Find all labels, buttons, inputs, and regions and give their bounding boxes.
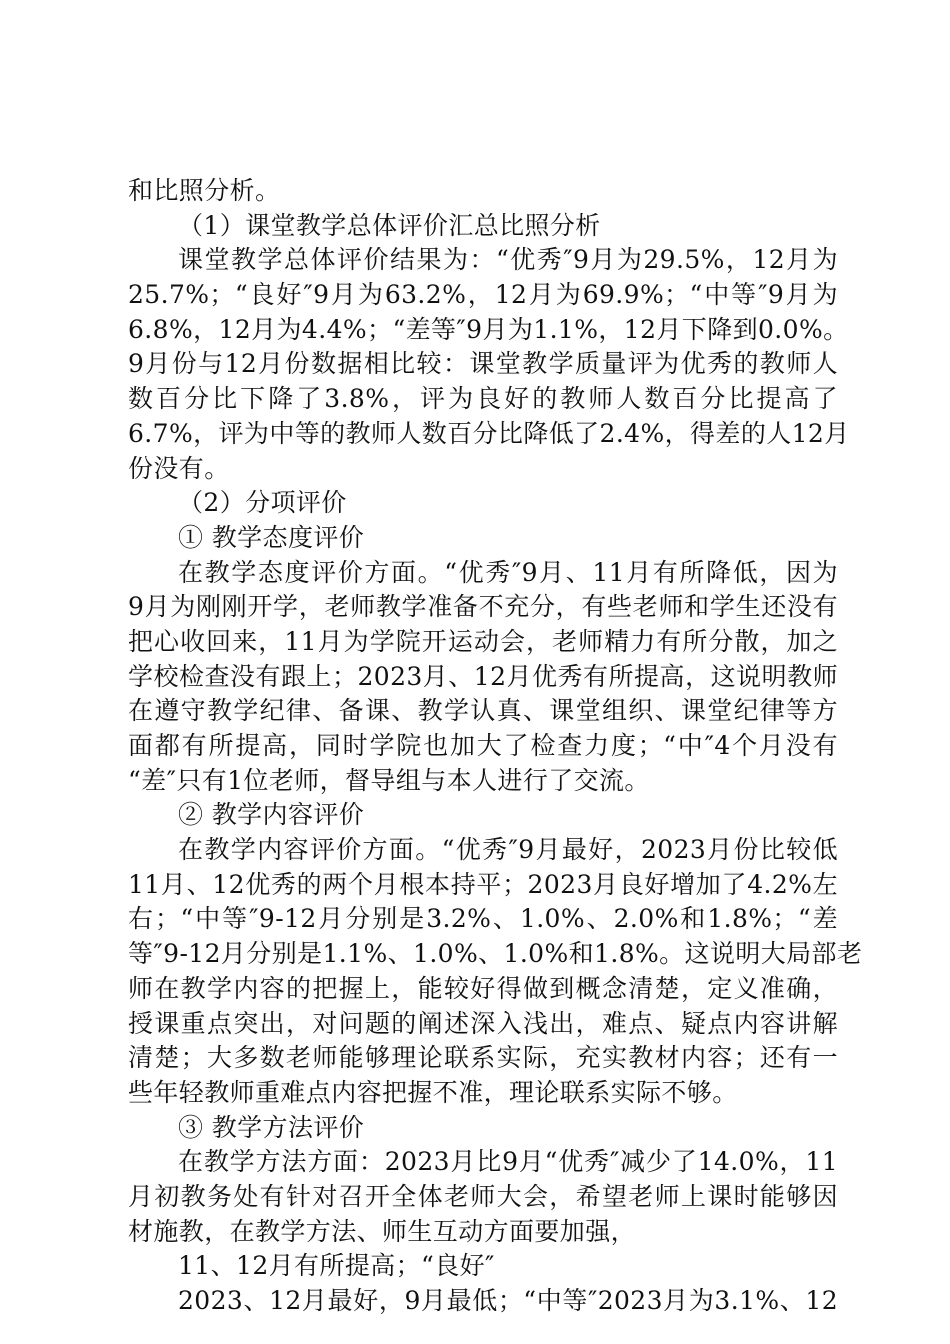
text-line: 数百分比下降了3.8%，评为良好的教师人数百分比提高了 — [128, 384, 838, 414]
subsection-heading-attitude: ① 教学态度评价 — [178, 522, 365, 552]
text-line: 11、12月有所提高；“良好″ — [178, 1251, 495, 1281]
text-line: 6.8%，12月为4.4%；“差等″9月为1.1%，12月下降到0.0%。 — [128, 314, 849, 344]
text-line: 2023、12月最好，9月最低；“中等″2023月为3.1%、12 — [178, 1286, 838, 1315]
text-line: 25.7%；“良好″9月为63.2%，12月为69.9%；“中等″9月为 — [128, 280, 838, 310]
text-line: 师在教学内容的把握上，能较好得做到概念清楚，定义准确， — [128, 973, 838, 1003]
text-line: 些年轻教师重难点内容把握不准，理论联系实际不够。 — [128, 1077, 738, 1107]
text-line: 课堂教学总体评价结果为：“优秀″9月为29.5%，12月为 — [178, 245, 838, 275]
text-line: 6.7%，评为中等的教师人数百分比降低了2.4%，得差的人12月 — [128, 418, 850, 448]
document-body — [128, 174, 863, 1319]
section-heading-itemized: （2）分项评价 — [178, 488, 347, 518]
text-line: 授课重点突出，对问题的阐述深入浅出，难点、疑点内容讲解 — [128, 1008, 838, 1038]
text-line: 等″9-12月分别是1.1%、1.0%、1.0%和1.8%。这说明大局部老 — [128, 939, 863, 969]
text-line: 材施教，在教学方法、师生互动方面要加强， — [128, 1216, 637, 1246]
text-line: 11月、12优秀的两个月根本持平；2023月良好增加了4.2%左 — [128, 869, 838, 899]
text-line: 月初教务处有针对召开全体老师大会，希望老师上课时能够因 — [128, 1181, 838, 1211]
text-line: 右；“中等″9-12月分别是3.2%、1.0%、2.0%和1.8%；“差 — [128, 904, 838, 934]
text-line: 9月为刚刚开学，老师教学准备不充分，有些老师和学生还没有 — [128, 592, 838, 622]
subsection-heading-method: ③ 教学方法评价 — [178, 1112, 365, 1142]
text-line: 份没有。 — [128, 453, 230, 483]
text-line: 和比照分析。 — [128, 176, 281, 205]
text-line: 在教学内容评价方面。“优秀″9月最好，2023月份比较低 — [178, 835, 838, 865]
text-line: 在教学方法方面：2023月比9月“优秀″减少了14.0%，11 — [178, 1147, 838, 1177]
text-line: 学校检查没有跟上；2023月、12月优秀有所提高，这说明教师 — [128, 661, 838, 691]
text-line: 面都有所提高，同时学院也加大了检查力度；“中″4个月没有 — [128, 731, 838, 760]
section-heading-overall: （1）课堂教学总体评价汇总比照分析 — [178, 210, 601, 240]
text-line: 清楚；大多数老师能够理论联系实际，充实教材内容；还有一 — [128, 1043, 838, 1073]
text-line: 把心收回来，11月为学院开运动会，老师精力有所分散，加之 — [128, 626, 838, 656]
text-line: 在遵守教学纪律、备课、教学认真、课堂组织、课堂纪律等方 — [128, 696, 838, 726]
subsection-heading-content: ② 教学内容评价 — [178, 800, 365, 830]
text-line: “差″只有1位老师，督导组与本人进行了交流。 — [128, 765, 650, 795]
text-line: 9月份与12月份数据相比较：课堂教学质量评为优秀的教师人 — [128, 349, 838, 379]
text-line: 在教学态度评价方面。“优秀″9月、11月有所降低，因为 — [178, 557, 838, 587]
